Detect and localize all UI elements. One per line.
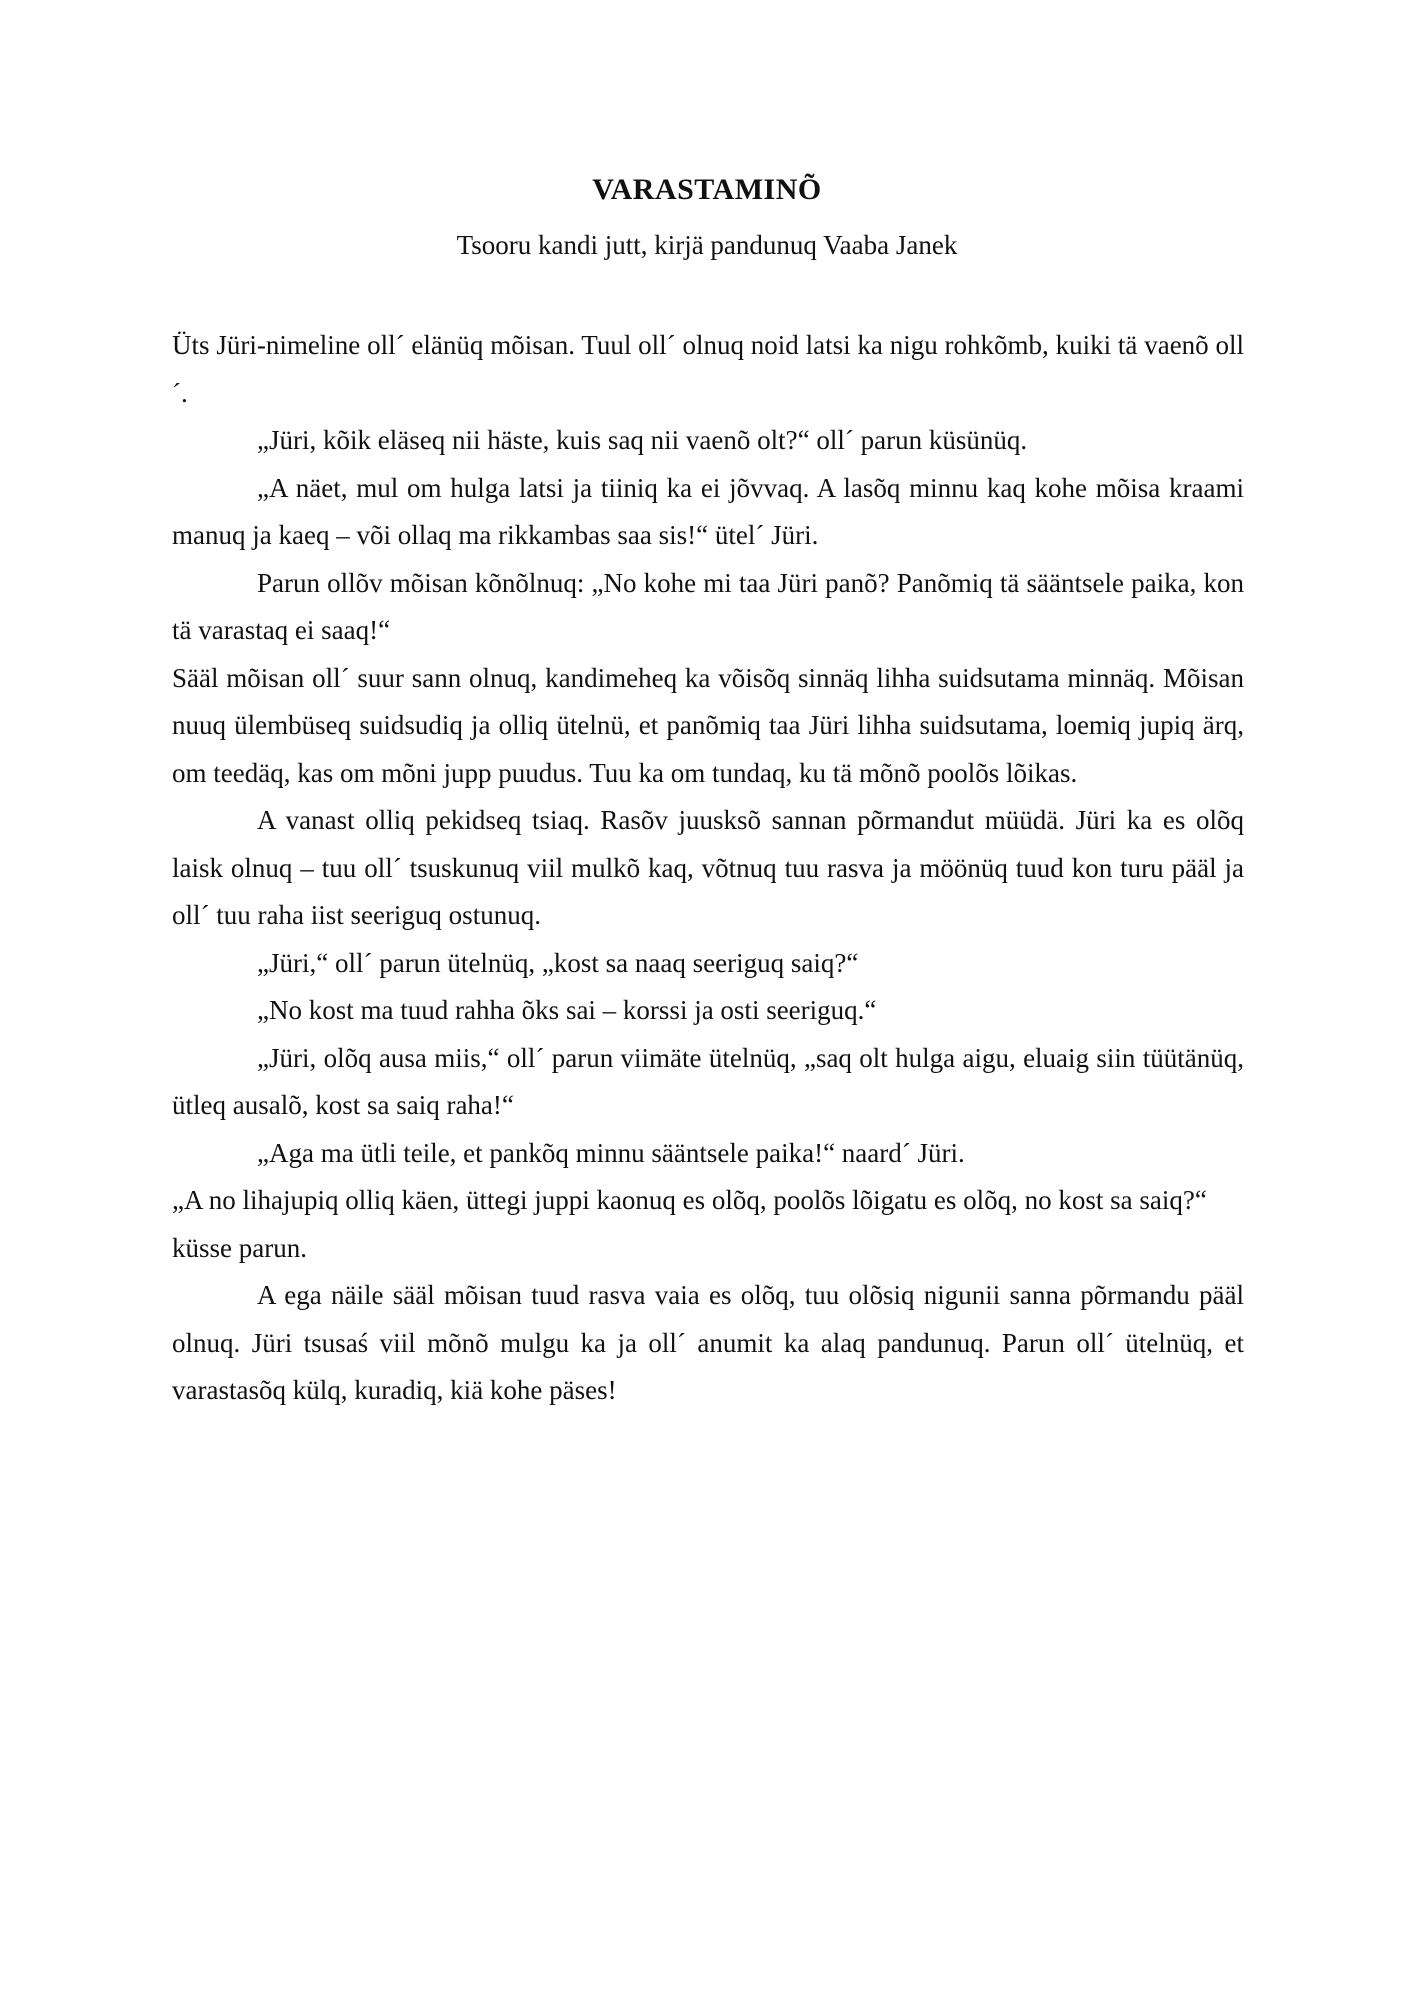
paragraph: „Jüri,“ oll´ parun ütelnüq, „kost sa naaq seeriguq saiq?“ [257, 947, 859, 978]
paragraph: Parun ollõv mõisan kõnõlnuq: „No kohe mi taa Jüri panõ? Panõmiq tä sääntsele paika, kon tä varastaq ei saaq!“ [172, 567, 1244, 645]
paragraph: Üts Jüri-nimeline oll´ elänüq mõisan. Tuul oll´ olnuq noid latsi ka nigu rohkõmb, kuiki tä vaenõ oll´. [172, 330, 1244, 408]
document-title: VARASTAMINÕ [592, 173, 822, 206]
paragraph: „No kost ma tuud rahha õks sai – korssi ja osti seeriguq.“ [257, 995, 877, 1025]
paragraph: A ega näile sääl mõisan tuud rasva vaia es olõq, tuu olõsiq nigunii sanna põrmandu pääl olnuq. Jüri tsusaś viil mõnõ mulgu ka ja oll´ anumit ka alaq pandunuq. Parun oll´ ütelnüq, et varastasõq külq, kuradiq, kiä kohe päses! [172, 1280, 1244, 1405]
paragraph: A vanast olliq pekidseq tsiaq. Rasõv juusksõ sannan põrmandut müüdä. Jüri ka es olõq laisk olnuq – tuu oll´ tsuskunuq viil mulkõ kaq, võtnuq tuu rasva ja möönüq tuud kon turu pääl ja oll´ tuu raha iist seeriguq ostunuq. [172, 805, 1244, 930]
paragraph: „A no lihajupiq olliq käen, üttegi juppi kaonuq es olõq, poolõs lõigatu es olõq, no kost sa saiq?“ küsse parun. [172, 1185, 1207, 1263]
paragraph: „Aga ma ütli teile, et pankõq minnu sääntsele paika!“ naard´ Jüri. [257, 1137, 965, 1168]
paragraph: „Jüri, olõq ausa miis,“ oll´ parun viimäte ütelnüq, „saq olt hulga aigu, eluaig siin tüütänüq, ütleq ausalõ, kost sa saiq raha!“ [172, 1042, 1244, 1120]
document-body [172, 322, 1244, 1415]
paragraph: „A näet, mul om hulga latsi ja tiiniq ka ei jõvvaq. A lasõq minnu kaq kohe mõisa kraami manuq ja kaeq – või ollaq ma rikkambas saa sis!“ ütel´ Jüri. [172, 472, 1244, 550]
document-subtitle: Tsooru kandi jutt, kirjä pandunuq Vaaba Janek [456, 230, 958, 260]
paragraph: „Jüri, kõik eläseq nii häste, kuis saq nii vaenõ olt?“ oll´ parun küsünüq. [257, 425, 1028, 455]
paragraph: Sääl mõisan oll´ suur sann olnuq, kandimeheq ka võisõq sinnäq lihha suidsutama minnäq. Mõisan nuuq ülembüseq suidsudiq ja olliq ütelnü, et panõmiq taa Jüri lihha suidsutama, loemiq jupiq ärq, om teedäq, kas om mõni jupp puudus. Tuu ka om tundaq, ku tä mõnõ poolõs lõikas. [172, 662, 1244, 788]
